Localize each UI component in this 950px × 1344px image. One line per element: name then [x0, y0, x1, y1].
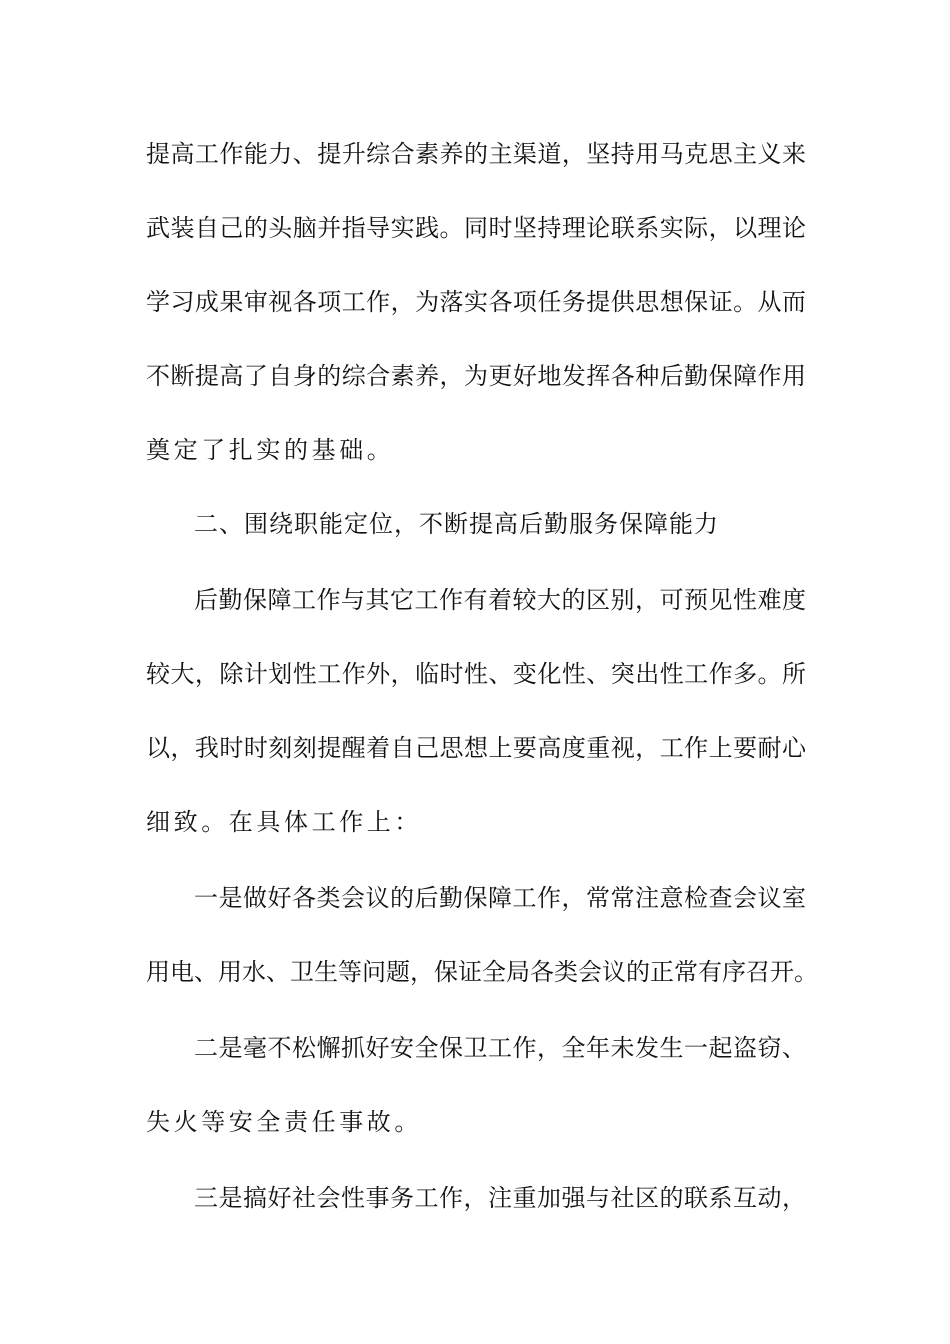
body-text-line: 较大，除计划性工作外，临时性、变化性、突出性工作多。所 [146, 660, 806, 688]
body-text-line: 学习成果审视各项工作，为落实各项任务提供思想保证。从而 [146, 288, 806, 316]
body-text-line: 武装自己的头脑并指导实践。同时坚持理论联系实际，以理论 [146, 214, 806, 242]
body-text-line: 奠定了扎实的基础。 [146, 436, 395, 464]
body-text-line: 二是毫不松懈抓好安全保卫工作，全年未发生一起盗窃、 [194, 1034, 806, 1062]
body-text-line: 不断提高了自身的综合素养，为更好地发挥各种后勤保障作用 [146, 362, 806, 390]
body-text-line: 以，我时时刻刻提醒着自己思想上要高度重视，工作上要耐心 [146, 734, 806, 762]
body-text-line: 提高工作能力、提升综合素养的主渠道，坚持用马克思主义来 [146, 140, 806, 168]
body-text-line: 一是做好各类会议的后勤保障工作，常常注意检查会议室 [194, 884, 806, 912]
body-text-line: 失火等安全责任事故。 [146, 1108, 422, 1136]
section-heading: 二、围绕职能定位，不断提高后勤服务保障能力 [194, 510, 719, 538]
body-text-line: 三是搞好社会性事务工作，注重加强与社区的联系互动， [194, 1184, 806, 1212]
body-text-line: 细致。在具体工作上： [146, 808, 422, 836]
body-text-line: 后勤保障工作与其它工作有着较大的区别，可预见性难度 [194, 586, 806, 614]
body-text-line: 用电、用水、卫生等问题，保证全局各类会议的正常有序召开。 [146, 958, 818, 986]
